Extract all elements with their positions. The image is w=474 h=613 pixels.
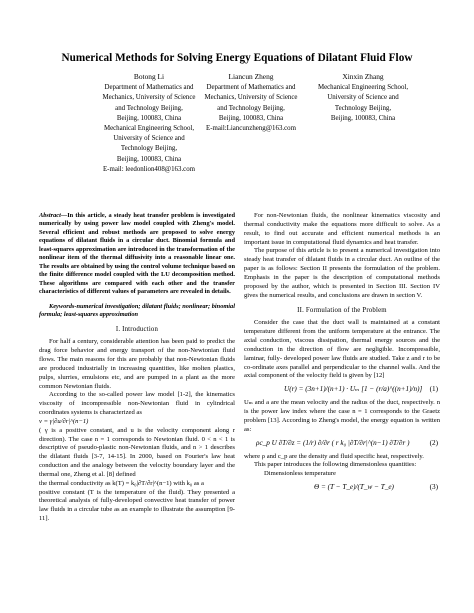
paragraph: Uₘ and a are the mean velocity and the radius of the duct, respectively. n is the power law index where the case n = 1 corresponds to the Graetz problem [13]. According to Zheng's model, the energy equation is written as: bbox=[244, 399, 440, 433]
affiliation-line: and Technology Beijing, bbox=[115, 104, 183, 112]
left-column bbox=[39, 212, 235, 524]
affiliation-line: Beijing, 100083, China bbox=[330, 114, 396, 122]
affiliation-line: Beijing, 100083, China bbox=[116, 114, 182, 122]
affiliation-line: Department of Mathematics and bbox=[104, 84, 194, 92]
abstract-text: —In this article, a steady heat transfer problem is investigated numerically by using power law model coupled with Zheng's model. Several efficient and robust methods are proposed to solve energy equations of dilatant fluids in a circular duct. Binomial formula and least-squares approximation are introduced in the transformation of the nonlinear item of the thermal diffusivity into a reasonable linear one. The results are obtained by using the control volume technique based on the finite difference model coupled with the LU decomposition method. These algorithms are compared with each other and the transfer characteristics of different values of parameters are revealed in details. bbox=[39, 212, 235, 296]
paragraph: Dimensionless temperature bbox=[264, 470, 336, 478]
affiliation-line: Mechanics, University of Science bbox=[102, 94, 196, 102]
keywords: Keywords-numerical investigation; dilatant fluids; nonlinear; binomial formula; least-squares approximation bbox=[39, 302, 235, 318]
equation-number: (3) bbox=[429, 483, 438, 492]
paper-title: Numerical Methods for Solving Energy Equations of Dilatant Fluid Flow bbox=[61, 52, 413, 64]
paragraph: The purpose of this article is to present a numerical investigation into steady heat transfer of dilatant fluids in a circular duct. An outline of the paper is as follows: Section II presents the formulation of the problem. Emphasis in the paper is the description of computational methods proposed by the author, which is presented in Section III. Section IV gives the numerical results, and conclusions are drawn in section V. bbox=[244, 247, 440, 299]
paragraph: ( γ is a positive constant, and u is the velocity component along r direction). The case n = 1 corresponds to Newtonian fluid. 0 < n < 1 is descriptive of pseudo-plastic non-Newtonian fluids, and n > 1 describes the dilatant fluids [3-7, 14-15]. In 2000, based on Fourier's law heat conduction and the analogy between the velocity boundary layer and the thermal one, Zheng et al. [8] defined bbox=[39, 426, 235, 478]
affiliation-line: and Technology Beijing, bbox=[217, 104, 285, 112]
section-heading-formulation: II. Formulation of the Problem bbox=[297, 307, 387, 315]
right-column bbox=[244, 212, 440, 497]
paragraph: This paper introduces the following dimensionless quantities: bbox=[254, 461, 417, 469]
author-email[interactable]: E-mail: leedonlion408@163.com bbox=[102, 165, 196, 173]
abstract-label: Abstract bbox=[39, 212, 61, 219]
affiliation-line: University of Science and bbox=[113, 135, 185, 143]
paragraph: For non-Newtonian fluids, the nonlinear kinematics viscosity and thermal conductivity make the equations more difficult to solve. As a result, to find out accurate and efficient numerical methods is an important issue in computational fluid dynamics and heat transfer. bbox=[244, 212, 440, 246]
equation-viscosity: ν = γ|∂u/∂r|^(n−1) bbox=[39, 417, 89, 425]
affiliation-line: Technology Beijing, bbox=[334, 104, 392, 112]
paragraph: the thermal conductivity as k(T) = k₀|∂T/∂r|^(n−1) with k₀ as a bbox=[39, 479, 204, 487]
equation-number: (2) bbox=[429, 438, 438, 447]
author-name: Liancun Zheng bbox=[228, 72, 274, 81]
affiliation-line: Mechanics, University of Science bbox=[204, 94, 298, 102]
author-email[interactable]: E-mail:Liancunzheng@163.com bbox=[206, 125, 296, 133]
affiliation-line: Department of Mathematics and bbox=[206, 84, 296, 92]
paragraph: positive constant (T is the temperature of the fluid). They presented a theoretical analysis of fully-developed convective heat transfer of power law fluids in a circular tube as an example to illustrate the assumption [9-11]. bbox=[39, 488, 235, 523]
paragraph: where ρ and c_p are the density and fluid specific heat, respectively. bbox=[244, 452, 424, 460]
affiliation-line: Mechanical Engineering School, bbox=[317, 84, 409, 92]
affiliation-line: Beijing, 100083, China bbox=[116, 155, 182, 163]
affiliation-line: Beijing, 100083, China bbox=[218, 114, 284, 122]
affiliation-line: University of Science and bbox=[327, 94, 399, 102]
equation-body: Θ = (T − T_e)/(T_w − T_e) bbox=[314, 483, 394, 492]
equation-body: U(r) = (3n+1)/(n+1) · Uₘ [1 − (r/a)^((n+1)/n)] bbox=[284, 385, 423, 394]
paragraph: For half a century, considerable attention has been paid to predict the drag force behavior and energy transport of the non-Newtonian fluid flows. The main reasons for this are probably that non-Newtonian fluids are produced industrially in increasing quantities, like molten plastics, pulps, slurries, emulsions etc, and are pumped in a plant as the more common Newtonian fluids. bbox=[39, 338, 235, 390]
equation-3 bbox=[244, 479, 440, 497]
paragraph: According to the so-called power law model [1-2], the kinematics viscosity of incompressible non-Newtonian fluid in cylindrical coordinates systems is characterized as bbox=[39, 391, 235, 417]
paragraph: Consider the case that the duct wall is maintained at a constant temperature different from the uniform temperature at the entrance. The axial conduction, viscous dissipation, thermal energy sources and the conduction in the direction of flow are negligible. Incompressible, laminar, fully- developed power law fluids are studied. Take z and r to be co-ordinate axes parallel and perpendicular to the channel walls. And the axial component of the velocity field is given by [12] bbox=[244, 319, 440, 380]
equation-number: (1) bbox=[429, 385, 438, 394]
affiliation-line: Mechanical Engineering School, bbox=[103, 125, 195, 133]
equation-2 bbox=[244, 435, 440, 453]
equation-body: ρc_p U ∂T/∂z = (1/r) ∂/∂r ( r k₀ |∂T/∂r|^(n−1) ∂T/∂r ) bbox=[256, 438, 410, 447]
equation-1 bbox=[244, 381, 440, 399]
author-block-3 bbox=[296, 72, 430, 124]
section-heading-introduction: I. Introduction bbox=[115, 326, 159, 334]
affiliation-line: Technology Beijing, bbox=[120, 145, 178, 153]
author-name: Botong Li bbox=[133, 72, 165, 81]
abstract bbox=[39, 212, 235, 297]
author-name: Xinxin Zhang bbox=[342, 72, 384, 81]
